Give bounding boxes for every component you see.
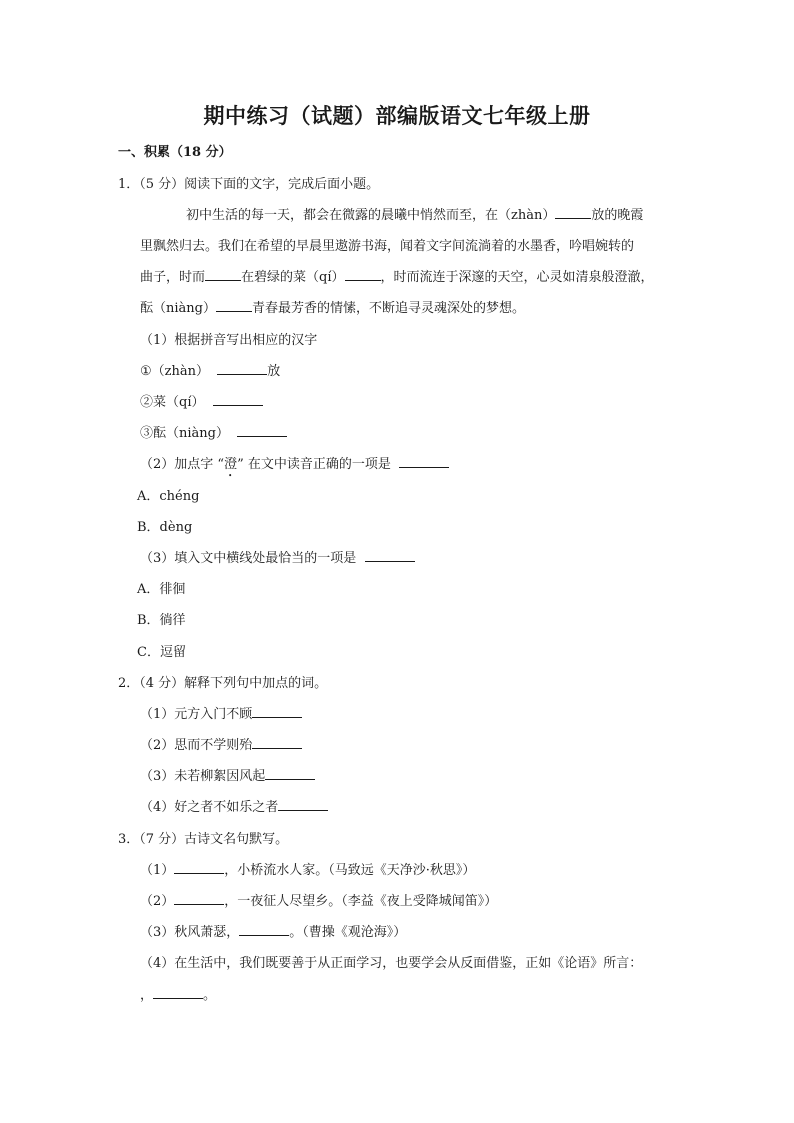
explain-item-2: （2）思而不学则殆 [140,736,302,756]
section-heading: 一、积累（18 分） [118,145,232,160]
question-2-heading: 2．（4 分）解释下列句中加点的词。 [118,676,328,691]
option-a[interactable]: A．徘徊 [137,582,186,597]
answer-blank[interactable] [213,393,263,406]
answer-blank[interactable] [217,362,267,375]
poem-item-4-answer: ， 。 [140,988,217,1003]
answer-blank[interactable] [345,268,381,281]
question-3-heading: 3．（7 分）古诗文名句默写。 [118,832,289,847]
answer-blank[interactable] [265,767,315,780]
option-c[interactable]: C．逗留 [137,645,186,660]
answer-blank[interactable] [555,206,591,219]
explain-item-1: （1）元方入门不顾 [140,705,302,725]
poem-item-3: （3）秋风萧瑟， 。（曹操《观沧海》） [140,925,407,940]
answer-blank[interactable] [252,705,302,718]
sub-question-2: （2）加点字 “澄” 在文中读音正确的一项是 [140,455,449,480]
answer-blank[interactable] [278,798,328,811]
answer-blank[interactable] [365,549,415,562]
poem-item-1: （1） ，小桥流水人家。（马致远《天净沙·秋思》） [140,863,476,878]
page-title: 期中练习（试题）部编版语文七年级上册 [203,103,591,128]
answer-blank[interactable] [174,861,224,874]
option-a[interactable]: A．chéng [137,489,200,504]
passage-line-2: 里飘然归去。我们在希望的早晨里遨游书海，闻着文字间流淌着的水墨香，吟唱婉转的 [140,239,635,254]
dotted-character: 澄 [224,457,238,472]
poem-item-4: （4）在生活中，我们既要善于从正面学习，也要学会从反面借鉴，正如《论语》所言： [140,956,643,971]
pinyin-item-3: ③酝（niàng） [140,424,287,444]
question-1-heading: 1．（5 分）阅读下面的文字，完成后面小题。 [118,177,380,192]
option-b[interactable]: B．徜徉 [137,613,186,628]
pinyin-item-1: ①（zhàn） 放 [140,364,281,379]
answer-blank[interactable] [237,424,287,437]
explain-item-4: （4）好之者不如乐之者 [140,798,328,818]
passage-line-4: 酝（niàng） 青春最芳香的情愫，不断追寻灵魂深处的梦想。 [140,301,525,316]
passage-line-1: 初中生活的每一天，都会在微露的晨曦中悄然而至，在（zhàn） 放的晚霞 [186,208,644,223]
answer-blank[interactable] [216,299,252,312]
sub-question-1: （1）根据拼音写出相应的汉字 [140,333,318,348]
option-b[interactable]: B．dèng [137,520,193,535]
passage-line-3: 曲子，时而 在碧绿的菜（qí） ，时而流连于深邃的天空，心灵如清泉般澄澈， [140,270,654,285]
answer-blank[interactable] [205,268,241,281]
answer-blank[interactable] [153,986,203,999]
explain-item-3: （3）未若柳絮因风起 [140,767,315,787]
sub-question-3: （3）填入文中横线处最恰当的一项是 [140,549,415,569]
answer-blank[interactable] [399,455,449,468]
poem-item-2: （2） ，一夜征人尽望乡。（李益《夜上受降城闻笛》） [140,894,498,909]
pinyin-item-2: ②菜（qí） [140,393,263,413]
answer-blank[interactable] [239,923,289,936]
answer-blank[interactable] [252,736,302,749]
answer-blank[interactable] [174,892,224,905]
